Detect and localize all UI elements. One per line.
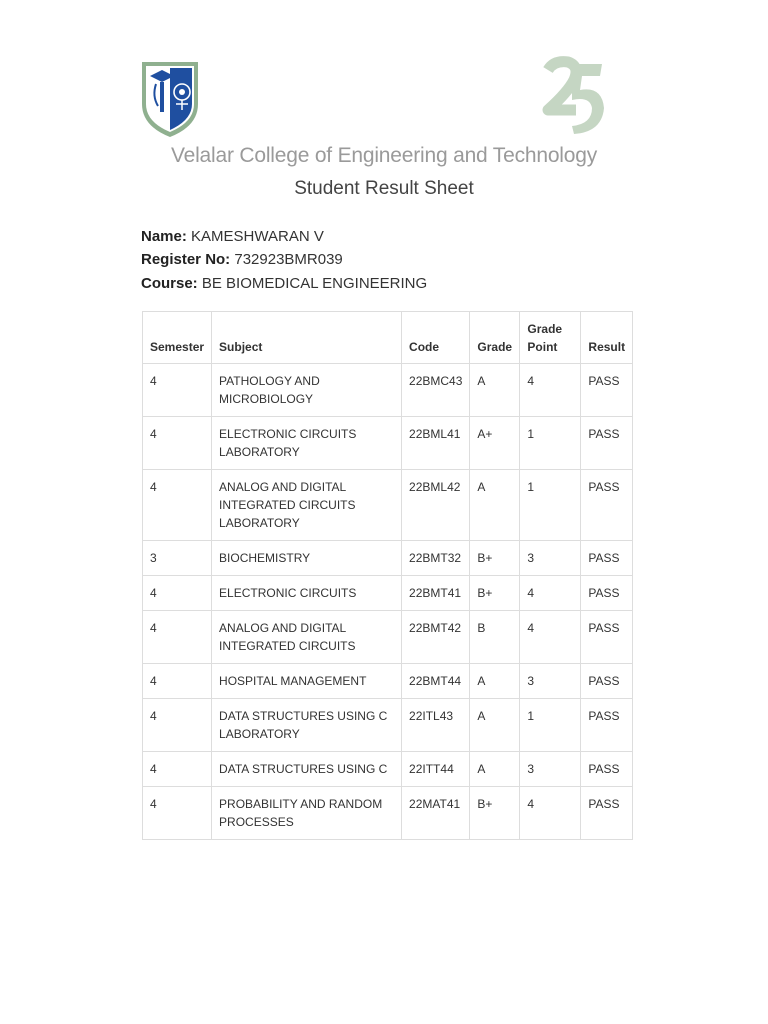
cell-grade: A	[470, 699, 520, 752]
cell-subject: ELECTRONIC CIRCUITS	[212, 576, 402, 611]
table-row	[143, 752, 633, 787]
cell-code: 22ITL43	[402, 699, 470, 752]
table-row	[143, 664, 633, 699]
table-row	[143, 417, 633, 470]
header-result: Result	[581, 312, 633, 364]
course-label: Course:	[141, 275, 198, 292]
table-row	[143, 787, 633, 840]
cell-grade: B+	[470, 541, 520, 576]
cell-subject: PATHOLOGY AND MICROBIOLOGY	[212, 364, 402, 417]
cell-code: 22BMT42	[402, 611, 470, 664]
cell-result: PASS	[581, 417, 633, 470]
header-semester: Semester	[143, 312, 212, 364]
cell-code: 22BMC43	[402, 364, 470, 417]
cell-semester: 4	[143, 787, 212, 840]
cell-grade-point: 4	[520, 576, 581, 611]
cell-grade-point: 1	[520, 699, 581, 752]
student-name-value: KAMESHWARAN V	[191, 228, 324, 245]
cell-result: PASS	[581, 611, 633, 664]
cell-grade: A	[470, 364, 520, 417]
table-row	[143, 699, 633, 752]
cell-grade: A	[470, 752, 520, 787]
register-number-label: Register No:	[141, 251, 231, 268]
cell-semester: 3	[143, 541, 212, 576]
cell-grade-point: 3	[520, 664, 581, 699]
cell-grade-point: 1	[520, 417, 581, 470]
header-grade-point-line1: Grade	[527, 322, 563, 336]
cell-grade: A	[470, 470, 520, 541]
table-header-row	[143, 312, 633, 364]
cell-grade-point: 1	[520, 470, 581, 541]
cell-grade: A+	[470, 417, 520, 470]
cell-result: PASS	[581, 752, 633, 787]
table-row	[143, 470, 633, 541]
cell-result: PASS	[581, 541, 633, 576]
cell-result: PASS	[581, 787, 633, 840]
cell-result: PASS	[581, 470, 633, 541]
cell-code: 22BMT32	[402, 541, 470, 576]
cell-grade: B+	[470, 787, 520, 840]
cell-code: 22MAT41	[402, 787, 470, 840]
cell-grade: B+	[470, 576, 520, 611]
cell-semester: 4	[143, 752, 212, 787]
header-code: Code	[402, 312, 470, 364]
cell-grade-point: 4	[520, 787, 581, 840]
course-value: BE BIOMEDICAL ENGINEERING	[201, 275, 428, 292]
results-table	[142, 311, 633, 840]
cell-code: 22ITT44	[402, 752, 470, 787]
cell-grade-point: 3	[520, 541, 581, 576]
cell-semester: 4	[143, 699, 212, 752]
college-shield-logo-icon	[140, 60, 200, 138]
cell-result: PASS	[581, 664, 633, 699]
table-row	[143, 541, 633, 576]
cell-subject: ANALOG AND DIGITAL INTEGRATED CIRCUITS LABORATORY	[212, 470, 402, 541]
cell-code: 22BML42	[402, 470, 470, 541]
cell-semester: 4	[143, 576, 212, 611]
cell-grade-point: 4	[520, 611, 581, 664]
cell-semester: 4	[143, 470, 212, 541]
register-number-value: 732923BMR039	[234, 251, 343, 268]
25-years-anniversary-logo-icon	[540, 56, 610, 140]
cell-subject: DATA STRUCTURES USING C LABORATORY	[212, 699, 402, 752]
college-name: Velalar College of Engineering and Technology	[170, 144, 598, 167]
header-subject: Subject	[212, 312, 402, 364]
cell-subject: BIOCHEMISTRY	[212, 541, 402, 576]
cell-subject: ANALOG AND DIGITAL INTEGRATED CIRCUITS	[212, 611, 402, 664]
cell-result: PASS	[581, 576, 633, 611]
course-line	[141, 275, 427, 292]
table-row	[143, 576, 633, 611]
cell-subject: HOSPITAL MANAGEMENT	[212, 664, 402, 699]
register-number-line	[141, 251, 343, 268]
header-grade-point	[520, 312, 581, 364]
cell-grade: A	[470, 664, 520, 699]
cell-semester: 4	[143, 664, 212, 699]
table-row	[143, 364, 633, 417]
cell-grade-point: 3	[520, 752, 581, 787]
cell-subject: ELECTRONIC CIRCUITS LABORATORY	[212, 417, 402, 470]
cell-subject: PROBABILITY AND RANDOM PROCESSES	[212, 787, 402, 840]
cell-result: PASS	[581, 699, 633, 752]
cell-semester: 4	[143, 417, 212, 470]
sheet-title: Student Result Sheet	[294, 178, 474, 199]
cell-grade-point: 4	[520, 364, 581, 417]
cell-semester: 4	[143, 364, 212, 417]
cell-code: 22BML41	[402, 417, 470, 470]
student-name-label: Name:	[141, 228, 187, 245]
cell-grade: B	[470, 611, 520, 664]
cell-code: 22BMT44	[402, 664, 470, 699]
student-name-line	[141, 228, 324, 245]
cell-result: PASS	[581, 364, 633, 417]
cell-subject: DATA STRUCTURES USING C	[212, 752, 402, 787]
table-row	[143, 611, 633, 664]
cell-code: 22BMT41	[402, 576, 470, 611]
header-grade: Grade	[470, 312, 520, 364]
header-grade-point-line2: Point	[527, 340, 558, 354]
cell-semester: 4	[143, 611, 212, 664]
